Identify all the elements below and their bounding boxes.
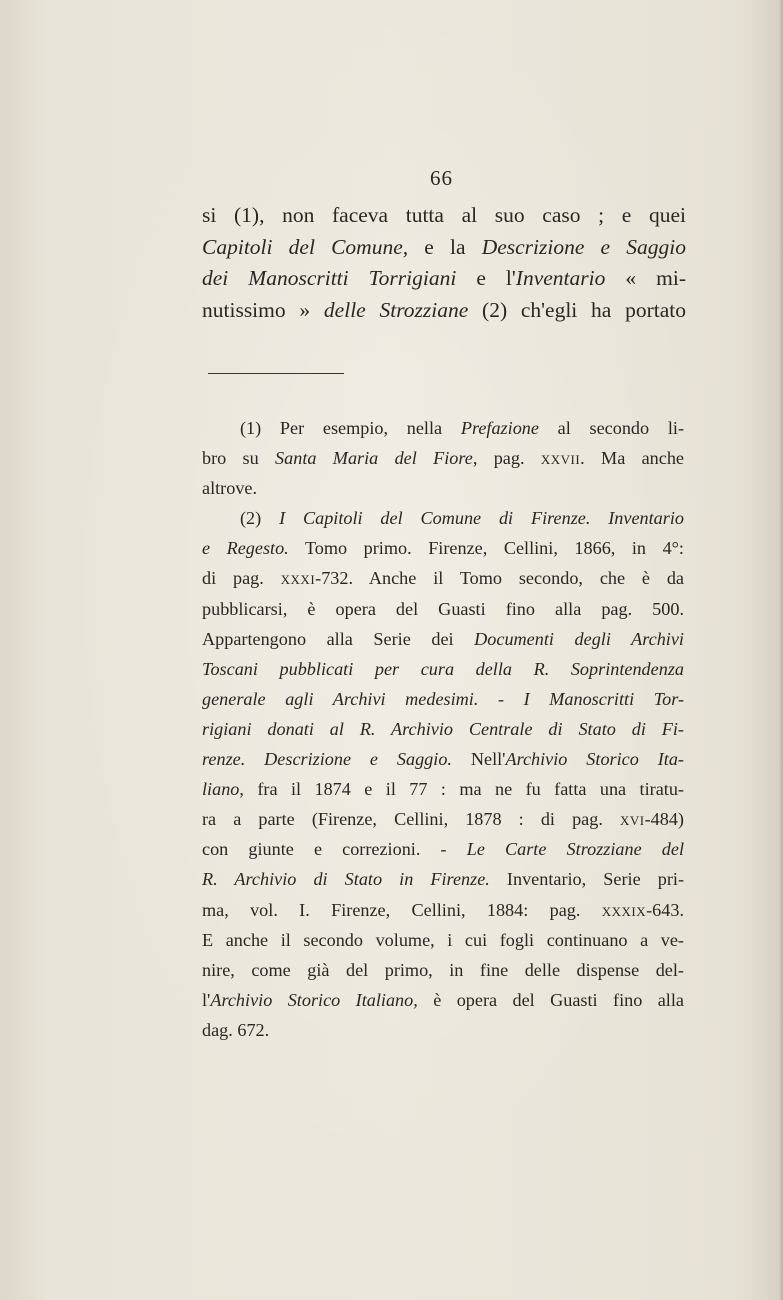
main-text-line bbox=[202, 200, 686, 232]
footnote-1-line bbox=[202, 443, 684, 473]
footnote-2-line bbox=[202, 624, 684, 654]
roman-numeral-text: xxxi bbox=[280, 568, 316, 589]
italic-text: delle Strozziane bbox=[323, 297, 469, 322]
footnote-2-line bbox=[202, 563, 684, 593]
text-run: . Ma anche bbox=[580, 448, 684, 469]
footnote-2-line bbox=[202, 895, 684, 925]
footnote-2-line bbox=[202, 985, 684, 1015]
text-run: Appartengono alla Serie dei bbox=[202, 628, 475, 649]
text-run: -484) bbox=[644, 809, 684, 830]
text-run: E anche il secondo volume, i cui fogli continuano a ve- bbox=[202, 929, 684, 950]
italic-text: R. Archivio di Stato in Firenze. bbox=[202, 869, 490, 890]
main-text-block bbox=[202, 200, 686, 326]
text-run: -732. Anche il Tomo secondo, che è da bbox=[315, 568, 684, 589]
italic-text: I Capitoli del Comune di Firenze. Inventario bbox=[279, 508, 684, 529]
text-run: , pag. bbox=[472, 448, 541, 469]
roman-numeral-text: xxxix bbox=[601, 899, 647, 920]
text-run: l' bbox=[202, 989, 211, 1010]
text-run: con giunte e correzioni. - bbox=[202, 839, 467, 860]
footnote-2-line bbox=[202, 503, 684, 533]
text-run: , fra il 1874 e il 77 : ma ne fu fatta una tiratu- bbox=[239, 779, 684, 800]
italic-text: Capitoli del Comune, bbox=[202, 234, 409, 259]
text-run: (1) Per esempio, nella bbox=[240, 418, 461, 438]
text-run: è opera del Guasti fino alla bbox=[417, 989, 684, 1010]
text-run: (2) bbox=[240, 508, 280, 529]
footnote-2-line bbox=[202, 594, 684, 624]
main-text-line bbox=[202, 232, 686, 264]
footnote-2-line bbox=[202, 774, 684, 804]
text-run: Inventario, Serie pri- bbox=[489, 869, 685, 890]
roman-numeral-text: xvi bbox=[619, 809, 645, 830]
page-edge-shadow bbox=[779, 0, 783, 1300]
text-run: pubblicarsi, è opera del Guasti fino alla pag. 500. bbox=[202, 598, 684, 619]
main-text-line bbox=[202, 295, 686, 327]
text-run: Nell' bbox=[451, 749, 506, 770]
italic-text: renze. Descrizione e Saggio. bbox=[202, 749, 452, 770]
footnote-2-line bbox=[202, 684, 684, 714]
footnote-2-line bbox=[202, 533, 684, 563]
italic-text: liano bbox=[202, 779, 240, 800]
footnote-2-line bbox=[202, 834, 684, 864]
main-text-line bbox=[202, 263, 686, 295]
text-run: di pag. bbox=[202, 568, 281, 589]
italic-text: Prefazione bbox=[460, 418, 539, 438]
text-run: dag. 672. bbox=[202, 1019, 270, 1040]
italic-text: Archivio Storico Ita- bbox=[505, 749, 684, 770]
text-run: -643. bbox=[646, 899, 684, 920]
footnote-2-line bbox=[202, 955, 684, 985]
footnote-1-line bbox=[202, 413, 684, 443]
italic-text: Le Carte Strozziane del bbox=[466, 839, 684, 860]
footnote-1-line bbox=[202, 473, 684, 503]
italic-text: Toscani pubblicati per cura della R. Soprintendenza bbox=[202, 658, 684, 679]
text-run: bro su bbox=[202, 448, 276, 469]
footnote-2-line bbox=[202, 925, 684, 955]
text-run: nire, come già del primo, in fine delle dispense del- bbox=[202, 959, 684, 980]
text-run: « mi- bbox=[605, 266, 687, 290]
italic-text: Inventario bbox=[515, 266, 606, 290]
italic-text: Descrizione e Saggio bbox=[481, 234, 686, 259]
text-run: Tomo primo. Firenze, Cellini, 1866, in 4°: bbox=[288, 538, 684, 559]
italic-text: rigiani donati al R. Archivio Centrale di Stato di Fi- bbox=[202, 718, 684, 739]
footnote-2-line bbox=[202, 744, 684, 774]
italic-text: generale agli Archivi medesimi. - I Manoscritti Tor- bbox=[202, 688, 684, 709]
text-run: ma, vol. I. Firenze, Cellini, 1884: pag. bbox=[202, 899, 602, 920]
italic-text: e Regesto. bbox=[202, 538, 289, 559]
text-run: nutissimo » bbox=[202, 297, 324, 322]
page-number: 66 bbox=[430, 166, 453, 190]
footnote-2-line bbox=[202, 864, 684, 894]
italic-text: Santa Maria del Fiore bbox=[275, 448, 473, 469]
text-run: ra a parte (Firenze, Cellini, 1878 : di pag. bbox=[202, 809, 620, 830]
text-run: al secondo li- bbox=[538, 418, 684, 438]
text-run: si (1), non faceva tutta al suo caso ; e quei bbox=[202, 203, 686, 227]
footnote-2-line bbox=[202, 654, 684, 684]
text-run: (2) ch'egli ha portato bbox=[468, 297, 686, 322]
footnote-2-line bbox=[202, 714, 684, 744]
text-run: e l' bbox=[456, 266, 516, 290]
roman-numeral-text: xxvii bbox=[540, 448, 581, 469]
footnote-2-line bbox=[202, 1015, 684, 1045]
footnotes-block bbox=[202, 413, 684, 1045]
text-run: e la bbox=[408, 234, 482, 259]
text-run: altrove. bbox=[202, 478, 258, 499]
italic-text: Archivio Storico Italiano, bbox=[210, 989, 418, 1010]
italic-text: dei Manoscritti Torrigiani bbox=[202, 266, 457, 290]
italic-text: Documenti degli Archivi bbox=[474, 628, 684, 649]
footnote-2-line bbox=[202, 804, 684, 834]
footnote-separator-rule bbox=[208, 373, 344, 374]
